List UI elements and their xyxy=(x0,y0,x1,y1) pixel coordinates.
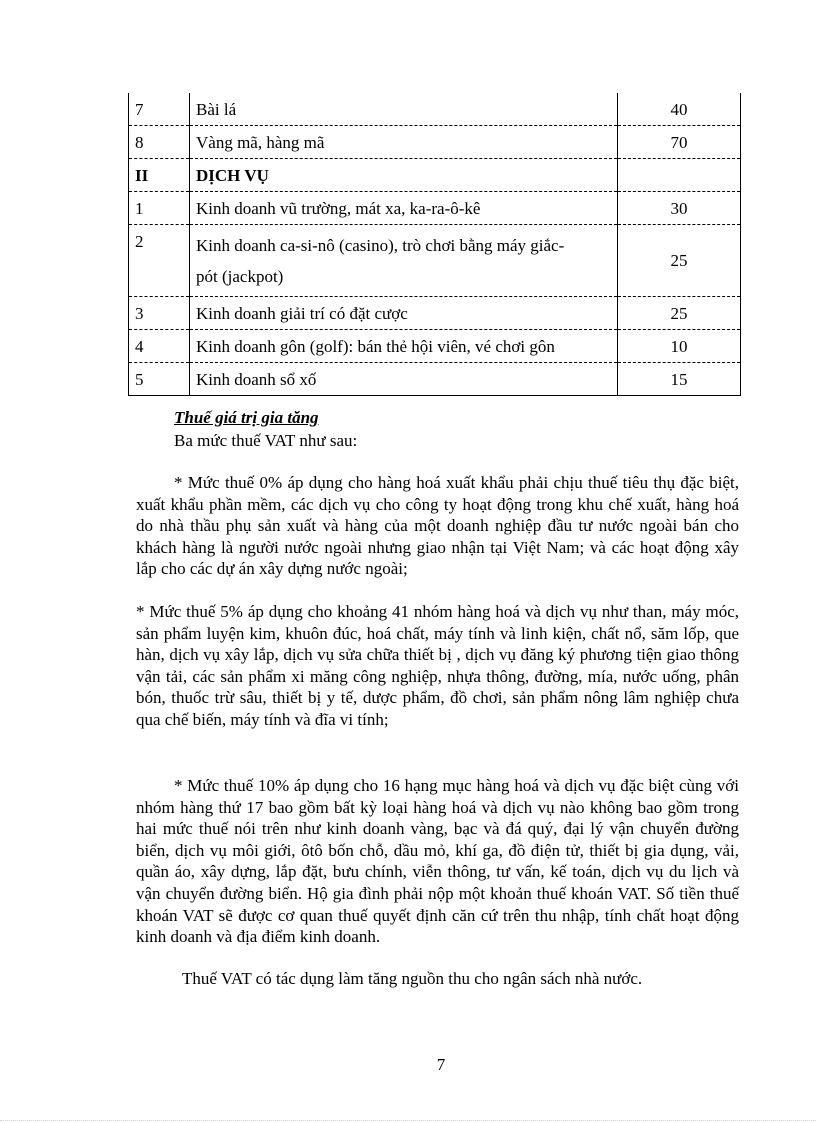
table-row xyxy=(129,297,741,330)
table-row xyxy=(129,159,741,192)
page-number: 7 xyxy=(436,1055,446,1074)
section-heading: Thuế giá trị gia tăng xyxy=(174,408,319,427)
row-number: 5 xyxy=(129,363,190,396)
section-number: II xyxy=(129,159,190,192)
table-row xyxy=(129,126,741,159)
section-title: DỊCH VỤ xyxy=(190,159,618,192)
paragraph-text: * Mức thuế 10% áp dụng cho 16 hạng mục hàng hoá và dịch vụ đặc biệt cùng với nhóm hàng thứ 17 bao gồm bất kỳ loại hàng hoá và dịch vụ nào không bao gồm trong hai mức thuế nói trên như kinh doanh vàng, bạc và đá quý, đại lý vận chuyển đường biển, dịch vụ môi giới, ôtô bốn chỗ, dầu mỏ, khí ga, đồ điện tử, thiết bị gia dụng, vải, quần áo, xây dựng, lắp đặt, bưu chính, viễn thông, tư vấn, kế toán, dịch vụ du lịch và vận chuyển đường biển. Hộ gia đình phải nộp một khoản thuế khoán VAT. Số tiền thuế khoán VAT sẽ được cơ quan thuế quyết định căn cứ trên thu nhập, tính chất hoạt động kinh doanh và địa điểm kinh doanh. xyxy=(136,776,739,947)
row-item xyxy=(190,225,618,297)
table-row xyxy=(129,93,741,126)
paragraph-text: * Mức thuế 5% áp dụng cho khoảng 41 nhóm hàng hoá và dịch vụ như than, máy móc, sản phẩm luyện kim, khuôn đúc, hoá chất, máy tính và linh kiện, chất nổ, săm lốp, que hàn, dịch vụ xây lắp, dịch vụ sửa chữa thiết bị , dịch vụ đăng ký phương tiện giao thông vận tải, các sản phẩm xi măng công nghiệp, nhựa thông, đường, mía, nước uống, phân bón, thuốc trừ sâu, thiết bị y tế, dược phẩm, đồ chơi, sản phẩm nông lâm nghiệp chưa qua chế biến, máy tính và đĩa vi tính; xyxy=(136,602,739,729)
row-item: Vàng mã, hàng mã xyxy=(190,126,618,159)
closing-sentence: Thuế VAT có tác dụng làm tăng nguồn thu cho ngân sách nhà nước. xyxy=(182,969,643,988)
row-number: 8 xyxy=(129,126,190,159)
table-row xyxy=(129,225,741,297)
table-row xyxy=(129,330,741,363)
row-number: 7 xyxy=(129,93,190,126)
row-item-line: Kinh doanh ca-si-nô (casino), trò chơi bằng máy giắc- xyxy=(196,235,565,255)
row-rate: 25 xyxy=(618,297,741,330)
row-item: Kinh doanh giải trí có đặt cược xyxy=(190,297,618,330)
page-edge xyxy=(0,1120,816,1121)
row-rate: 15 xyxy=(618,363,741,396)
paragraph-vat-0 xyxy=(136,472,739,580)
row-item: Bài lá xyxy=(190,93,618,126)
row-rate: 70 xyxy=(618,126,741,159)
table-row xyxy=(129,363,741,396)
intro-text: Ba mức thuế VAT như sau: xyxy=(174,431,358,450)
row-rate: 40 xyxy=(618,93,741,126)
row-item: Kinh doanh vũ trường, mát xa, ka-ra-ô-kê xyxy=(190,192,618,225)
paragraph-vat-10 xyxy=(136,775,739,948)
table-row xyxy=(129,192,741,225)
row-item-line: pót (jackpot) xyxy=(196,266,284,286)
paragraph-vat-5 xyxy=(136,601,739,731)
row-number: 3 xyxy=(129,297,190,330)
row-item: Kinh doanh gôn (golf): bán thẻ hội viên, vé chơi gôn xyxy=(190,330,618,363)
tax-rate-table xyxy=(128,93,741,396)
row-number: 2 xyxy=(129,225,190,297)
row-number: 4 xyxy=(129,330,190,363)
row-rate: 30 xyxy=(618,192,741,225)
paragraph-text: * Mức thuế 0% áp dụng cho hàng hoá xuất khẩu phải chịu thuế tiêu thụ đặc biệt, xuất khẩu phần mềm, các dịch vụ cho công ty hoạt động trong khu chế xuất, hàng hoá do nhà thầu phụ sản xuất và hàng của một doanh nghiệp đầu tư nước ngoài bán cho khách hàng là người nước ngoài nhưng giao nhận tại Việt Nam; và các hoạt động xây lắp cho các dự án xây dựng nước ngoài; xyxy=(136,473,739,579)
row-rate xyxy=(618,159,741,192)
row-rate: 10 xyxy=(618,330,741,363)
row-rate: 25 xyxy=(618,225,741,297)
row-number: 1 xyxy=(129,192,190,225)
row-item: Kinh doanh sổ xố xyxy=(190,363,618,396)
